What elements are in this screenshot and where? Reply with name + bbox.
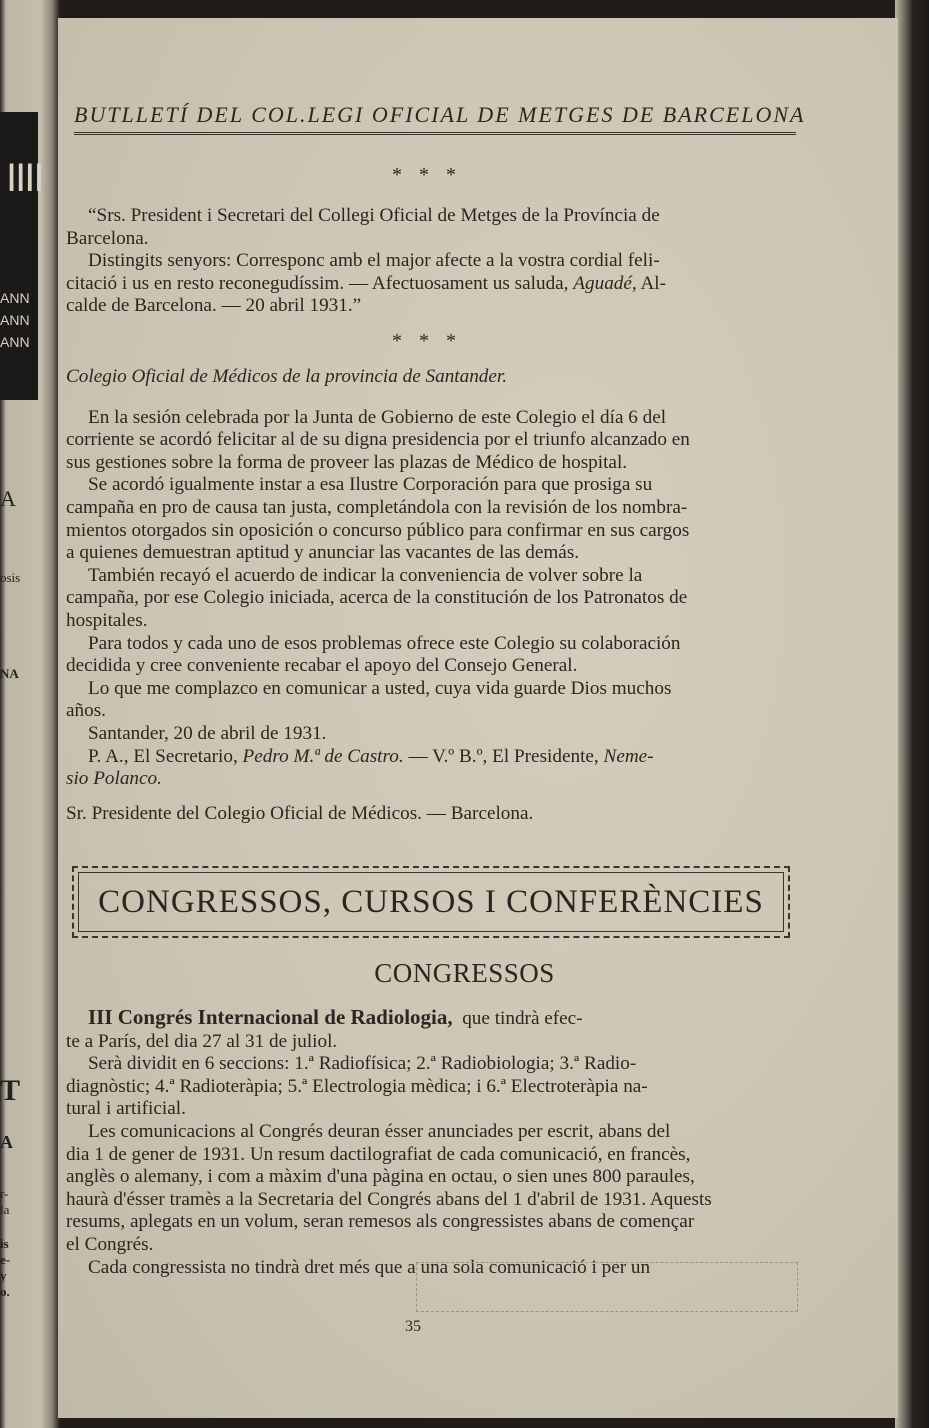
sig-president-b: sio Polanco. <box>66 768 162 790</box>
congress-line: haurà d'ésser tramès a la Secretaria del Congrés abans del 1 d'abril de 1931. Aquests <box>66 1188 712 1210</box>
book-binding-right <box>895 0 929 1428</box>
letter1-sign-name: Aguadé, <box>573 272 637 294</box>
letter2-line: mientos otorgados sin oposición o concurso público para confirmar en sus cargos <box>66 519 690 541</box>
congress-line: Les comunicacions al Congrés deuran ésser anunciades per escrit, abans del <box>88 1120 671 1142</box>
congress-line: Serà dividit en 6 seccions: 1.ª Radiofísica; 2.ª Radiobiologia; 3.ª Radio- <box>88 1053 637 1075</box>
sig-prefix: P. A., El Secretario, <box>88 745 238 767</box>
facing-page-frag-r: r- <box>0 1186 9 1201</box>
letter2-heading: Colegio Oficial de Médicos de la provincia de Santander. <box>66 366 508 387</box>
sig-president-a: Neme- <box>603 745 654 767</box>
letter1-sign-rest: Al- <box>640 272 667 294</box>
congress-line: el Congrés. <box>66 1233 154 1255</box>
sig-mid: — V.º B.º, El Presidente, <box>408 745 599 767</box>
letter-aguade <box>66 205 800 318</box>
letter1-line1: “Srs. President i Secretari del Collegi Oficial de Metges de la Província de <box>88 205 660 226</box>
page-number: 35 <box>405 1318 421 1335</box>
congress-line: Cada congressista no tindrà dret més que a una sola comunicació i per un <box>88 1256 651 1278</box>
letter2-line: a quienes demuestran aptitud y anunciar las vacantes de las demás. <box>66 542 580 564</box>
subsection-title: CONGRESSOS <box>374 958 555 988</box>
section-title-box <box>72 866 790 938</box>
congress-article <box>66 1006 800 1279</box>
show-through-frame <box>416 1262 798 1312</box>
letter2-line: Se acordó igualmente instar a esa Ilustre Corporación para que prosiga su <box>88 474 653 496</box>
facing-page-frag-e: e- <box>0 1252 11 1267</box>
letter2-line: En la sesión celebrada por la Junta de Gobierno de este Colegio el día 6 del <box>88 406 667 428</box>
letter2-line: decidida y cree conveniente recabar el apoyo del Consejo General. <box>66 655 578 677</box>
letter2-line: También recayó el acuerdo de indicar la conveniencia de volver sobre la <box>88 564 643 586</box>
facing-page-black-panel <box>0 112 43 400</box>
congress-heading <box>66 1006 800 1031</box>
facing-page-frag-la: la <box>0 1202 10 1217</box>
congress-title: III Congrés Internacional de Radiologia, <box>88 1005 453 1029</box>
sig-secretary: Pedro M.ª de Castro. <box>242 745 404 767</box>
letter2-line: Para todos y cada uno de esos problemas ofrece este Colegio su colaboración <box>88 632 681 654</box>
letter1-line3: Distingits senyors: Corresponc amb el major afecte a la vostra cordial feli- <box>88 250 660 272</box>
facing-page-ann-2: ANN <box>0 312 30 328</box>
facing-page-frag-o: o. <box>0 1284 10 1299</box>
section-title: CONGRESSOS, CURSOS I CONFERÈNCIES <box>98 883 764 920</box>
letter1-line2: Barcelona. <box>66 227 149 249</box>
letter2-line: campaña en pro de causa tan justa, completándola con la revisión de los nombra- <box>66 496 688 518</box>
letter2-line: campaña, por ese Colegio iniciada, acerca de la constitución de los Patronatos de <box>66 587 688 609</box>
letter2-line: sus gestiones sobre la forma de proveer las plazas de Médico de hospital. <box>66 451 628 473</box>
congress-line: anglès o alemany, i com a màxim d'una pàgina en octau, o sien unes 800 paraules, <box>66 1166 695 1188</box>
facing-page-bars: ΙΙΙΙ <box>6 156 43 200</box>
congress-line: diagnòstic; 4.ª Radioteràpia; 5.ª Electrologia mèdica; i 6.ª Electroteràpia na- <box>66 1075 648 1097</box>
facing-page-frag-y: y <box>0 1268 7 1283</box>
facing-page-frag-a2: A <box>0 1132 13 1152</box>
letter1-line5: calde de Barcelona. — 20 abril 1931.” <box>66 295 362 317</box>
letter2-line: Lo que me complazco en comunicar a usted, cuya vida guarde Dios muchos <box>88 677 672 699</box>
letter1-line4-text: citació i us en resto reconegudíssim. — Afectuosament us saluda, <box>66 272 569 294</box>
congress-line: dia 1 de gener de 1931. Un resum dactilografiat de cada comunicació, en francès, <box>66 1143 691 1165</box>
congress-line: resums, aplegats en un volum, seran remesos als congressistes abans de començar <box>66 1211 695 1233</box>
facing-page-frag-t: T <box>0 1074 21 1107</box>
separator-1: * * * <box>392 164 462 186</box>
letter2-line: hospitales. <box>66 609 148 631</box>
letter2-addressee: Sr. Presidente del Colegio Oficial de Médicos. — Barcelona. <box>66 802 534 824</box>
facing-page-frag-na: NA <box>0 666 19 681</box>
letter2-line: años. <box>66 700 106 722</box>
congress-title-rest: que tindrà efec- <box>462 1008 583 1029</box>
congress-line: te a París, del dia 27 al 31 de juliol. <box>66 1030 338 1052</box>
congress-line: tural i artificial. <box>66 1098 186 1120</box>
facing-page-frag-is: is <box>0 1236 9 1251</box>
letter-santander <box>66 366 800 825</box>
facing-page-ann-1: ANN <box>0 290 30 306</box>
facing-page-ann-3: ANN <box>0 334 30 350</box>
separator-2: * * * <box>392 330 462 352</box>
page-header: BUTLLETÍ DEL COL.LEGI OFICIAL DE METGES DE BARCELONA <box>74 102 796 135</box>
facing-page-frag-osis: osis <box>0 570 21 585</box>
letter2-line: corriente se acordó felicitar al de su digna presidencia por el triunfo alcanzado en <box>66 429 690 451</box>
letter1-line4 <box>66 273 800 296</box>
letter2-signature <box>66 746 800 769</box>
letter2-line: Santander, 20 de abril de 1931. <box>88 722 327 744</box>
facing-page-frag-a: A <box>0 486 16 511</box>
